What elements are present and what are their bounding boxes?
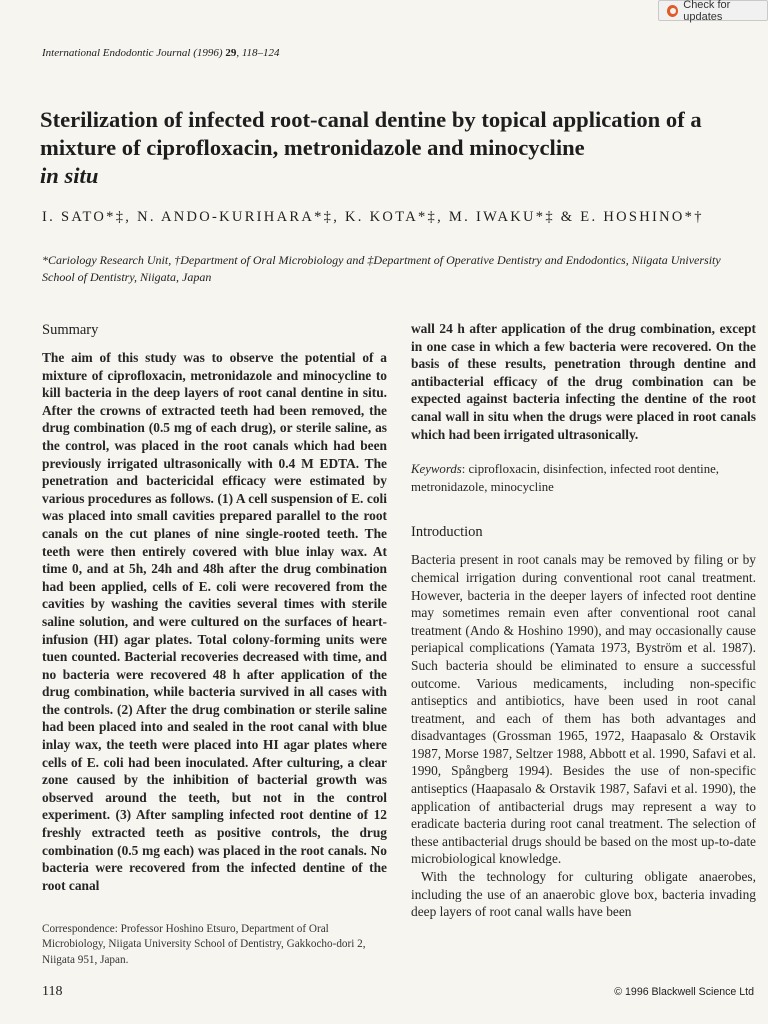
journal-volume: 29 <box>225 47 237 59</box>
keywords-text: : ciprofloxacin, disinfection, infected root dentine, metronidazole, minocycline <box>411 462 719 494</box>
article-title <box>40 106 760 190</box>
summary-heading: Summary <box>42 322 99 338</box>
keywords-label: Keywords <box>411 462 462 477</box>
introduction-heading: Introduction <box>411 524 483 541</box>
affiliation: *Cariology Research Unit, †Department of Oral Microbiology and ‡Department of Operative Dentistry and Endodontics, Niigata University School of Dentistry, Niigata, Japan <box>42 253 721 284</box>
article-title-main: Sterilization of infected root-canal dentine by topical application of a mixture of ciprofloxacin, metronidazole and minocycline <box>40 107 702 160</box>
author-list: I. SATO*‡, N. ANDO-KURIHARA*‡, K. KOTA*‡, M. IWAKU*‡ & E. HOSHINO*† <box>42 209 704 225</box>
journal-year: (1996) <box>193 47 223 59</box>
check-for-updates-button[interactable] <box>658 0 768 21</box>
copyright: © 1996 Blackwell Science Ltd <box>614 986 754 998</box>
right-column <box>411 320 756 921</box>
page-number: 118 <box>42 984 63 999</box>
journal-name: International Endodontic Journal <box>42 47 191 59</box>
article-title-italic: in situ <box>40 163 99 188</box>
crossmark-icon <box>667 5 678 17</box>
introduction-paragraph-1: Bacteria present in root canals may be removed by filing or by chemical irrigation during conventional root canal treatment. However, bacteria in the deeper layers of infected root dentine may sometimes remain even after conventional root canal treatment (Ando & Hoshino 1990), and may occasionally cause periapical complications (Yamata 1973, Byström et al. 1987). Such bacteria should be eliminated to ensure a successful outcome. Various medicaments, including non-specific antiseptics and antibiotics, have been used in root canal treatment, and each of them has both advantages and disadvantages (Grossman 1965, 1972, Haapasalo & Orstavik 1987, Morse 1987, Seltzer 1988, Abbott et al. 1990, Safavi et al. 1990, Spångberg 1994). Besides the use of non-specific antiseptics (Haapasalo & Orstavik 1987, Safavi et al. 1990), the application of antibacterial drugs may represent a way to eradicate bacteria during root canal treatment. The selection of these antibacterial drugs should be based on the most up-to-date microbiological knowledge. <box>411 552 756 867</box>
keywords <box>411 461 756 496</box>
summary-text-part1: The aim of this study was to observe the potential of a mixture of ciprofloxacin, metronidazole and minocycline to kill bacteria in the deep layers of root canal dentine in situ. After the crowns of extracted teeth had been removed, the drug combination (0.5 mg of each drug), or sterile saline, as the control, was placed in the root canals which had been previously irrigated ultrasonically with 0.4 M EDTA. The penetration and bactericidal efficacy were estimated by various procedures as follows. (1) A cell suspension of E. coli was placed into small cavities prepared parallel to the root canals on the cut planes of nine single-rooted teeth. The teeth were then entirely covered with blue inlay wax. At time 0, and at 5h, 24h and 48h after the drug combination had been applied, cells of E. coli were recovered from the cavities by washing the cavities several times with sterile saline solution, and were cultured on the surfaces of heart-infusion (HI) agar plates. Total colony-forming units were tuen counted. Bacterial recoveries decreased with time, and no bacteria were recovered 48 h after application of the drug combination, while bacteria survived in all cases with the controls. (2) After the drug combination or sterile saline had been placed into and sealed in the root canal with blue inlay wax, the teeth were placed into HI agar plates where cells of E. coli had been inoculated. After culturing, a clear zone caused by the inhibition of bacterial growth was observed around the teeth, but not in the control experiment. (3) After sampling infected root dentine of 12 freshly extracted teeth as positive controls, the drug combination (0.5 mg each) was placed in the root canals. No bacteria were recovered from the infected dentine of the root canal <box>42 350 387 893</box>
left-column <box>42 322 387 894</box>
summary-text-part2: wall 24 h after application of the drug combination, except in one case in which a few bacteria were recovered. On the basis of these results, penetration through dentine and antibacterial efficacy of the drug combination can be expected against bacteria infecting the dentine of the root canal wall in situ when the drugs were placed in root canals which had been irrigated ultrasonically. <box>411 321 756 442</box>
check-for-updates-label: Check for updates <box>683 0 731 23</box>
journal-pages: , 118–124 <box>236 47 280 59</box>
correspondence-note: Correspondence: Professor Hoshino Etsuro, Department of Oral Microbiology, Niigata University School of Dentistry, Gakkocho-dori 2, Niigata 951, Japan. <box>42 923 366 966</box>
journal-citation <box>42 47 280 59</box>
introduction-paragraph-2: With the technology for culturing obligate anaerobes, including the use of an anaerobic glove box, bacteria invading deep layers of root canal walls have been <box>411 869 756 920</box>
